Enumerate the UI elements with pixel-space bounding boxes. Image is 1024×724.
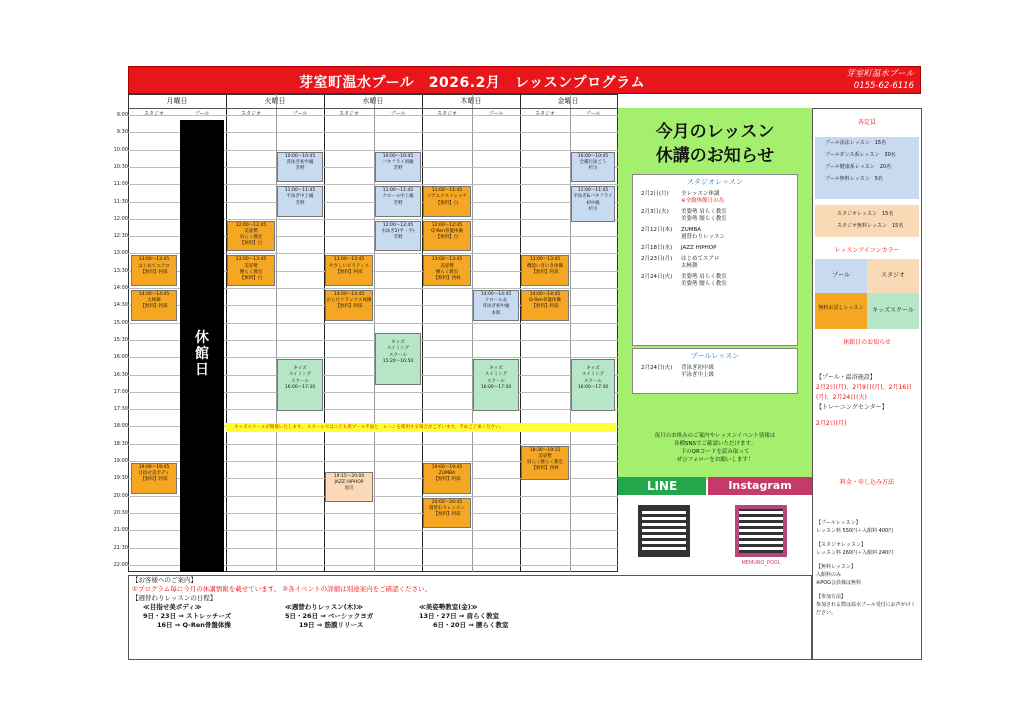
class-block[interactable] <box>521 255 569 286</box>
sns-line3: 下のQRコードを読み取って <box>680 449 750 455</box>
instagram-label: Instagram <box>708 477 812 495</box>
class-block[interactable] <box>131 463 177 494</box>
time-label: 13:30 <box>113 267 128 274</box>
notice-note: ※全館休館日の為 <box>681 198 725 204</box>
day-header: 金曜日 <box>557 97 579 105</box>
class-line: 12:00～12:45 <box>382 222 414 228</box>
pool-notice-list <box>633 365 797 379</box>
class-line: キッズ <box>489 366 503 372</box>
class-line: スクール <box>389 352 407 358</box>
class-block[interactable] <box>521 290 569 321</box>
notice-text <box>681 274 727 288</box>
cap-line: プール泳法レッスン 15名 <box>825 140 887 146</box>
class-line: 16:00～17:30 <box>284 384 316 390</box>
class-line: 芳野 <box>393 235 403 241</box>
time-label: 21:30 <box>113 544 128 551</box>
class-line: 11:00～11:45 <box>431 188 463 194</box>
notice-title <box>618 120 812 168</box>
notice-sub: 平泳ぎ中上級 <box>681 372 715 378</box>
col-line: 13日・27日 ⇒ 肩らく教室 <box>419 612 500 620</box>
class-line: スイミング <box>288 372 312 378</box>
class-line: 11:00～11:45 <box>577 188 609 194</box>
notice-sub: 太極舞 <box>681 263 698 269</box>
cap-line: プール無料レッスン 5名 <box>825 176 883 182</box>
time-label: 11:00 <box>113 181 128 188</box>
class-block[interactable] <box>423 498 471 529</box>
class-line: キッズ <box>586 366 600 372</box>
class-line: 腰らく教室 <box>435 269 459 275</box>
class-block[interactable] <box>227 221 275 252</box>
grid-vline <box>520 94 521 572</box>
class-block[interactable] <box>325 290 373 321</box>
time-label: 20:00 <box>113 492 128 499</box>
col-head: ≪目指せ美ボディ≫ <box>143 603 202 611</box>
icon-color-head: レッスンアイコンカラー <box>834 247 900 254</box>
class-line: 14:00～14:45 <box>529 292 561 297</box>
class-line: 19:15～20:00 <box>333 473 365 479</box>
pool-subheader: プール <box>585 111 601 117</box>
weekly-col-1 <box>143 603 231 630</box>
class-line: 【無料】西林 <box>433 276 461 281</box>
pool-closed-label: 【プール・温浴施設】 <box>816 374 876 381</box>
class-line: 芳野 <box>295 166 305 171</box>
class-line: 初中級 <box>586 200 600 206</box>
class-block[interactable] <box>131 290 177 321</box>
fee-line: 【参加方法】 <box>816 594 847 600</box>
closed-day-label: 休館日 <box>195 330 209 378</box>
studio-subheader: スタジオ <box>338 111 359 117</box>
class-block[interactable] <box>325 472 373 503</box>
guide-section <box>128 575 812 660</box>
class-block[interactable] <box>423 255 471 286</box>
notice-main: 美姿勢 肩らく教室 <box>681 209 727 215</box>
time-label: 16:00 <box>113 354 128 361</box>
time-label: 18:30 <box>113 440 128 447</box>
closed-head: 休館日のお知らせ <box>843 339 891 346</box>
header-bar <box>128 66 921 94</box>
fee-line: 【プールレッスン】 <box>816 520 861 526</box>
pool-subheader: プール <box>390 111 406 117</box>
class-block[interactable] <box>521 446 569 480</box>
weekly-col-2 <box>285 603 373 630</box>
time-label: 21:00 <box>113 527 128 534</box>
class-line: 【無料】阿部 <box>433 512 461 517</box>
fee-line: 参加される際は温水プール受付にお声がけください。 <box>816 602 916 616</box>
weekly-head: 【週替わりレッスンの日程】 <box>132 594 217 602</box>
notice-main: JAZZ HIPHOP <box>681 245 717 251</box>
notice-item <box>641 365 797 379</box>
fee-line: レッスン料 550円＋入館料 400円 <box>816 528 894 534</box>
tc-closed-label: 【トレーニングセンター】 <box>816 404 888 411</box>
notice-date: 2月24日(火) <box>641 274 673 280</box>
class-line: 背泳ぎ初中級 <box>286 159 314 165</box>
col-line: 9日・23日 ⇒ ストレッチーズ <box>143 612 232 620</box>
class-line: 13:00～13:45 <box>333 257 365 263</box>
time-label: 19:00 <box>113 458 128 464</box>
col-line: 5日・26日 ⇒ ベーシックヨガ <box>285 612 374 620</box>
notice-main: 背泳ぎ初中級 <box>681 365 715 371</box>
pool-closed-dates: 2月2日(月)、2月9日(月)、2月16日(月)、2月24日(火) <box>816 384 913 401</box>
time-label: 22:00 <box>113 561 128 568</box>
class-block[interactable] <box>277 152 323 183</box>
info-sidebar <box>812 108 922 660</box>
class-line: 【無料】白 <box>435 200 459 206</box>
time-label: 12:00 <box>113 215 128 222</box>
time-label: 15:00 <box>113 319 128 326</box>
icon-studio: スタジオ <box>867 259 919 293</box>
fee-head: 料金・申し込み方法 <box>839 479 894 486</box>
line-label: LINE <box>618 477 706 495</box>
notice-date: 2月2日(月) <box>641 191 669 197</box>
notice-main: 全レッスン休講 <box>681 191 720 197</box>
notice-text <box>681 209 727 223</box>
class-line: 14:00～14:45 <box>333 292 365 297</box>
time-label: 10:00 <box>113 146 128 153</box>
class-block[interactable] <box>277 186 323 217</box>
class-line: 杉川 <box>588 206 598 212</box>
class-block[interactable] <box>375 333 421 384</box>
notice-item <box>641 227 797 241</box>
day-header: 水曜日 <box>362 97 384 105</box>
capacity-section <box>813 117 921 126</box>
closed-day-column <box>180 120 224 572</box>
class-line: 平泳ぎ&バタフライ <box>573 194 613 200</box>
time-label: 20:30 <box>113 509 128 516</box>
class-line: 11:00～11:45 <box>284 188 316 194</box>
studio-subheader: スタジオ <box>436 111 457 117</box>
class-line: 肩らく教室 <box>239 235 263 241</box>
class-line: 目指せ美ボディ <box>138 471 170 477</box>
class-line: 【無料】西林 <box>531 466 559 472</box>
studio-subheader: スタジオ <box>240 111 261 117</box>
class-line: 尾近 <box>344 486 354 492</box>
time-label: 17:30 <box>113 406 128 413</box>
class-line: 18:30～19:15 <box>529 447 561 453</box>
page-title: 芽室町温水プール 2026.2月 レッスンプログラム <box>299 75 646 91</box>
class-line: 美姿勢 <box>244 263 258 269</box>
icon-color-section <box>813 245 921 254</box>
time-label: 15:30 <box>113 336 128 343</box>
time-label: 13:00 <box>113 250 128 257</box>
class-line: 美姿勢 <box>440 263 454 269</box>
class-block[interactable] <box>277 359 323 410</box>
cap-line: スタジオレッスン 15名 <box>837 211 894 217</box>
time-label: 11:30 <box>113 198 128 205</box>
icon-kids-school: キッズスクール <box>867 293 919 329</box>
class-line: 13:00～13:45 <box>431 257 463 263</box>
class-line: 【無料】白 <box>239 276 263 281</box>
grid-vline <box>226 94 227 572</box>
time-label: 16:30 <box>113 371 128 378</box>
class-line: 週替わりレッスン <box>429 505 465 511</box>
notice-item <box>641 256 797 270</box>
day-header: 木曜日 <box>460 97 482 105</box>
pool-capacity-box <box>815 137 919 199</box>
class-line: キッズ <box>391 340 405 346</box>
class-line: 19:00～19:45 <box>431 465 463 470</box>
icon-pool: プール <box>815 259 867 293</box>
class-line: 14:00～14:45 <box>138 292 170 297</box>
class-line: コアエクストレッチ <box>426 194 468 200</box>
class-block[interactable] <box>423 463 471 494</box>
facility-name: 芽室町温水プール <box>846 69 914 79</box>
notice-text <box>681 365 714 379</box>
class-line: クロール＆ <box>484 298 508 304</box>
class-block[interactable] <box>423 186 471 217</box>
grid-vline <box>472 94 473 572</box>
class-line: 10:00～10:45 <box>577 153 609 159</box>
class-line: 芳野 <box>295 200 305 206</box>
class-block[interactable] <box>227 255 275 286</box>
sns-line2: 各種SNSでご確認いただけます。 <box>673 441 757 447</box>
class-line: Q-Ren骨盤体操 <box>529 298 561 304</box>
instagram-handle: MEMURO_POOL <box>741 560 781 566</box>
class-line: 【無料】阿部 <box>433 477 461 483</box>
class-line: スイミング <box>581 372 605 378</box>
class-line: 20:00～20:45 <box>431 499 463 505</box>
class-block[interactable] <box>473 359 519 410</box>
weekly-col-3 <box>419 603 509 630</box>
class-line: JAZZ HIPHOP <box>334 479 364 485</box>
notice-item <box>641 245 797 252</box>
time-label: 9:00 <box>116 112 128 118</box>
class-line: Q-Ren骨盤体操 <box>431 229 463 234</box>
class-line: スクール <box>584 378 602 384</box>
sns-message <box>618 432 812 464</box>
class-line: 芳野 <box>393 200 403 206</box>
col-line: 19日 ⇒ 筋膜リリース <box>299 621 364 629</box>
fee-details <box>816 519 920 617</box>
time-label: 12:30 <box>113 233 128 240</box>
class-line: 15:20～16:50 <box>382 358 414 364</box>
class-line: 杉川 <box>588 166 598 171</box>
sns-line1: 毎月のお休みのご案内やレッスンイベント情報は <box>654 433 776 439</box>
class-line: 本間 <box>491 310 501 316</box>
class-line: ZUMBA <box>438 471 456 477</box>
class-line: 【無料】阿部 <box>335 269 363 275</box>
class-line: 芳野 <box>393 166 403 171</box>
fee-line: 入館料のみ <box>816 572 842 578</box>
class-line: バタフライ初級 <box>382 159 414 165</box>
notice-date: 2月12日(木) <box>641 227 673 233</box>
class-line: 12:00～12:45 <box>235 222 267 228</box>
class-line: 美姿勢 <box>538 453 552 459</box>
class-block[interactable] <box>131 255 177 286</box>
class-line: キッズ <box>293 366 307 372</box>
class-line: 【無料】阿部 <box>335 304 363 310</box>
class-line: スイミング <box>386 346 410 352</box>
class-block[interactable] <box>375 221 421 252</box>
time-label: 18:00 <box>113 423 128 430</box>
kids-school-notice: キッズスクールが開催いたします。 スクールではこども用プール半面と レーンを使用する場合がございます。予めご了承ください。 <box>226 423 616 432</box>
class-line: 太極舞 <box>147 298 161 304</box>
class-block[interactable] <box>375 152 421 183</box>
class-line: 【無料】白 <box>239 241 263 247</box>
grid-hline <box>128 108 618 109</box>
fee-line: 【スタジオレッスン】 <box>816 542 866 548</box>
class-line: 腰らく教室 <box>239 269 263 275</box>
class-line: 全種目泳ごう <box>579 159 607 165</box>
col-line: 6日・20日 ⇒ 腰らく教室 <box>433 621 509 629</box>
col-head: ≪美姿勢教室(金)≫ <box>419 603 478 611</box>
fee-line: レッスン料 260円＋入館料 240円 <box>816 550 894 556</box>
studio-subheader: スタジオ <box>143 111 164 117</box>
class-line: 【無料】阿部 <box>531 269 559 275</box>
cap-line: プールダンス系レッスン 30名 <box>825 152 896 158</box>
cap-line: プール健康系レッスン 20名 <box>825 164 892 170</box>
class-line: スクール <box>291 378 309 384</box>
fee-line: 【無料レッスン】 <box>816 564 856 570</box>
notice-date: 2月3日(火) <box>641 209 669 215</box>
notice-sub: 美姿勢 腰らく教室 <box>681 281 727 287</box>
class-line: 10:00～10:45 <box>382 153 414 159</box>
pool-subheader: プール <box>194 111 210 117</box>
notice-main: ZUMBA <box>681 227 702 233</box>
facility-info <box>846 68 914 92</box>
class-line: はじめてエアロ <box>138 263 170 269</box>
notice-main: はじめてエアロ <box>681 256 720 262</box>
class-line: 機能いきいき体操 <box>527 263 563 269</box>
class-line: 【無料】阿部 <box>531 304 559 310</box>
class-block[interactable] <box>571 152 615 183</box>
line-qr-icon[interactable] <box>638 505 690 557</box>
notice-text <box>681 191 724 205</box>
class-line: 12:00～12:45 <box>431 222 463 228</box>
time-label: 10:30 <box>113 163 128 170</box>
notice-panel <box>618 108 812 480</box>
notice-text <box>681 245 716 252</box>
class-block[interactable] <box>325 255 373 286</box>
fee-line: ※POG会員様は無料 <box>816 580 862 586</box>
sns-line4: ぜひフォローをお願いします！ <box>676 457 754 463</box>
studio-subheader: スタジオ <box>534 111 555 117</box>
class-line: 【無料】阿部 <box>140 269 168 275</box>
studio-notice-box <box>632 174 798 346</box>
class-line: スイミング <box>484 372 508 378</box>
notice-item <box>641 209 797 223</box>
col-head: ≪週替わりレッスン(木)≫ <box>285 603 363 611</box>
notice-date: 2月24日(火) <box>641 365 673 371</box>
class-line: 16:00～17:30 <box>480 384 512 390</box>
class-line: 肩らく腰らく教室 <box>527 460 563 466</box>
tc-closed-dates: 2月2日(月) <box>816 420 847 427</box>
class-line: 【無料】白 <box>435 235 459 241</box>
class-line: 【無料】阿部 <box>140 477 168 483</box>
pool-subheader: プール <box>292 111 308 117</box>
capacity-head: 各定員 <box>857 119 876 126</box>
instagram-qr-icon[interactable] <box>735 505 787 557</box>
class-line: 背泳ぎ初中級 <box>482 304 510 310</box>
time-label: 19:30 <box>113 475 128 482</box>
class-line: スクール <box>487 378 505 384</box>
class-line: 11:00～11:45 <box>382 188 414 194</box>
col-line: 16日 ⇒ Q-Ren骨盤体操 <box>157 621 231 629</box>
class-line: やさしいピラティス <box>328 263 370 269</box>
notice-item <box>641 191 797 205</box>
class-line: 13:00～13:45 <box>138 257 170 263</box>
notice-date: 2月23日(月) <box>641 256 673 262</box>
time-label: 17:00 <box>113 388 128 395</box>
notice-text <box>681 227 725 241</box>
class-line: 10:00～10:45 <box>284 153 316 159</box>
studio-capacity-box <box>815 205 919 237</box>
class-block[interactable] <box>571 186 615 222</box>
cap-line: スタジオ無料レッスン 15名 <box>837 223 904 229</box>
time-label: 14:30 <box>113 302 128 309</box>
closed-section <box>813 337 921 346</box>
notice-title-line2: 休講のお知らせ <box>655 146 775 166</box>
notice-date: 2月18日(水) <box>641 245 673 251</box>
class-line: 13:00～13:45 <box>529 257 561 263</box>
fee-section <box>813 477 921 486</box>
pool-notice-head: プールレッスン <box>690 352 740 360</box>
class-line: 19:00～19:45 <box>138 465 170 470</box>
class-line: クロール中上級 <box>382 194 414 200</box>
time-label: 9:30 <box>116 129 128 136</box>
notice-main: 美姿勢 肩らく教室 <box>681 274 727 280</box>
grid-hline <box>128 115 618 116</box>
day-header: 火曜日 <box>264 97 286 105</box>
time-label: 14:00 <box>113 285 128 291</box>
icon-free-trial: 無料お試しレッスン <box>815 293 867 329</box>
class-block[interactable] <box>423 221 471 252</box>
class-block[interactable] <box>375 186 421 217</box>
class-line: 水泳ぎ2(平・平) <box>381 229 415 234</box>
class-line: 美姿勢 <box>244 229 258 234</box>
facility-phone: 0155-62-6116 <box>853 81 914 91</box>
class-line: 平泳ぎ中上級 <box>286 194 314 200</box>
class-block[interactable] <box>473 290 519 321</box>
class-line: 13:00～13:45 <box>235 257 267 263</box>
notice-item <box>641 274 797 288</box>
notice-text <box>681 256 720 270</box>
class-line: からだリラックス体操 <box>326 298 372 304</box>
pool-notice-box <box>632 348 798 394</box>
day-header: 月曜日 <box>166 97 188 105</box>
closed-dates <box>816 373 920 429</box>
pool-subheader: プール <box>488 111 504 117</box>
studio-notice-head: スタジオレッスン <box>687 178 743 186</box>
notice-sub: 週替わりレッスン <box>681 234 725 240</box>
class-line: 16:00～17:30 <box>577 384 609 390</box>
class-line: 14:00～14:45 <box>480 292 512 297</box>
guide-head: 【お客様へのご案内】 <box>132 576 197 584</box>
notice-sub: 美姿勢 腰らく教室 <box>681 216 727 222</box>
notice-title-line1: 今月のレッスン <box>655 122 775 142</box>
studio-notice-list <box>633 191 797 288</box>
class-block[interactable] <box>571 359 615 410</box>
guide-line: ①プログラム毎に今月の休講情報を載せています。 ②各イベントの詳細は別途案内をご確認ください。 <box>132 585 432 593</box>
class-line: 【無料】阿部 <box>140 304 168 310</box>
